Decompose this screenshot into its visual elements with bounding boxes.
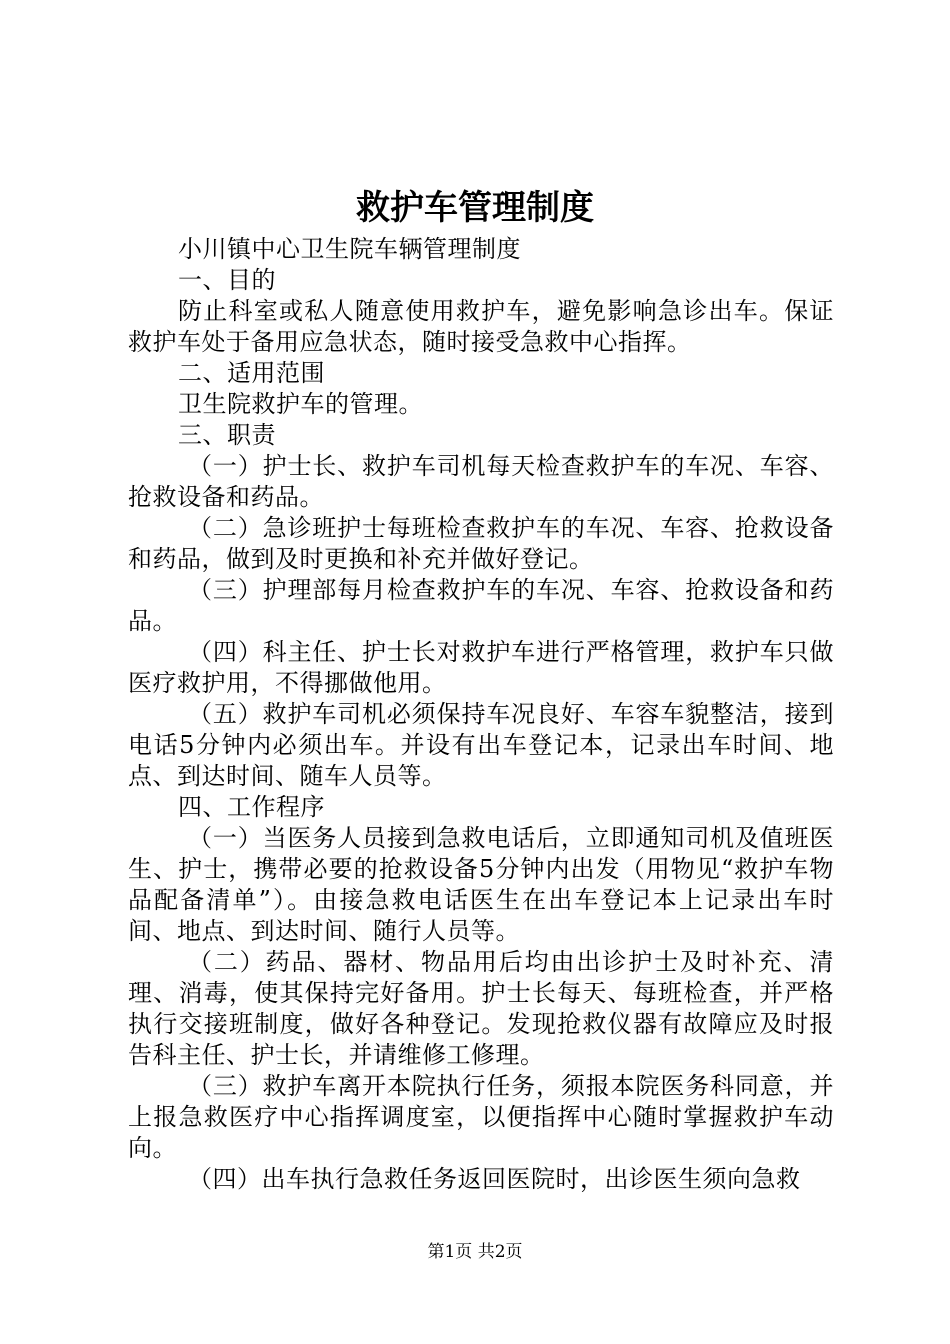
paragraph-scope: 卫生院救护车的管理。 [178, 390, 423, 418]
paragraph-procedure-3: （三）救护车离开本院执行任务，须报本院医务科同意，并上报急救医疗中心指挥调度室，以便指挥中心随时掌握救护车动向。 [128, 1072, 834, 1162]
paragraph-duty-2: （二）急诊班护士每班检查救护车的车况、车容、抢救设备和药品，做到及时更换和补充并做好登记。 [128, 514, 834, 573]
document-body [128, 234, 834, 1195]
paragraph-procedure-2: （二）药品、器材、物品用后均由出诊护士及时补充、清理、消毒，使其保持完好备用。护士长每天、每班检查，并严格执行交接班制度，做好各种登记。发现抢救仪器有故障应及时报告科主任、护士长，并请维修工修理。 [128, 948, 834, 1069]
section-heading-duties: 三、职责 [178, 421, 276, 449]
paragraph-duty-1: （一）护士长、救护车司机每天检查救护车的车况、车容、抢救设备和药品。 [128, 452, 834, 511]
section-heading-purpose: 一、目的 [178, 266, 276, 294]
page-footer: 第1页 共2页 [427, 1242, 523, 1262]
section-heading-procedure: 四、工作程序 [178, 793, 325, 821]
paragraph-intro: 小川镇中心卫生院车辆管理制度 [178, 235, 521, 263]
paragraph-procedure-1: （一）当医务人员接到急救电话后，立即通知司机及值班医生、护士，携带必要的抢救设备5分钟内出发（用物见“救护车物品配备清单”）。由接急救电话医生在出车登记本上记录出车时间、地点、到达时间、随行人员等。 [128, 824, 834, 945]
paragraph-duty-3: （三）护理部每月检查救护车的车况、车容、抢救设备和药品。 [128, 576, 834, 635]
section-heading-scope: 二、适用范围 [178, 359, 325, 387]
paragraph-duty-4: （四）科主任、护士长对救护车进行严格管理，救护车只做医疗救护用，不得挪做他用。 [128, 638, 834, 697]
paragraph-procedure-4: （四）出车执行急救任务返回医院时，出诊医生须向急救 [188, 1165, 801, 1193]
paragraph-duty-5: （五）救护车司机必须保持车况良好、车容车貌整洁，接到电话5分钟内必须出车。并设有出车登记本，记录出车时间、地点、到达时间、随车人员等。 [128, 700, 834, 790]
paragraph-purpose: 防止科室或私人随意使用救护车，避免影响急诊出车。保证救护车处于备用应急状态，随时接受急救中心指挥。 [128, 297, 834, 356]
document-title: 救护车管理制度 [356, 188, 594, 228]
